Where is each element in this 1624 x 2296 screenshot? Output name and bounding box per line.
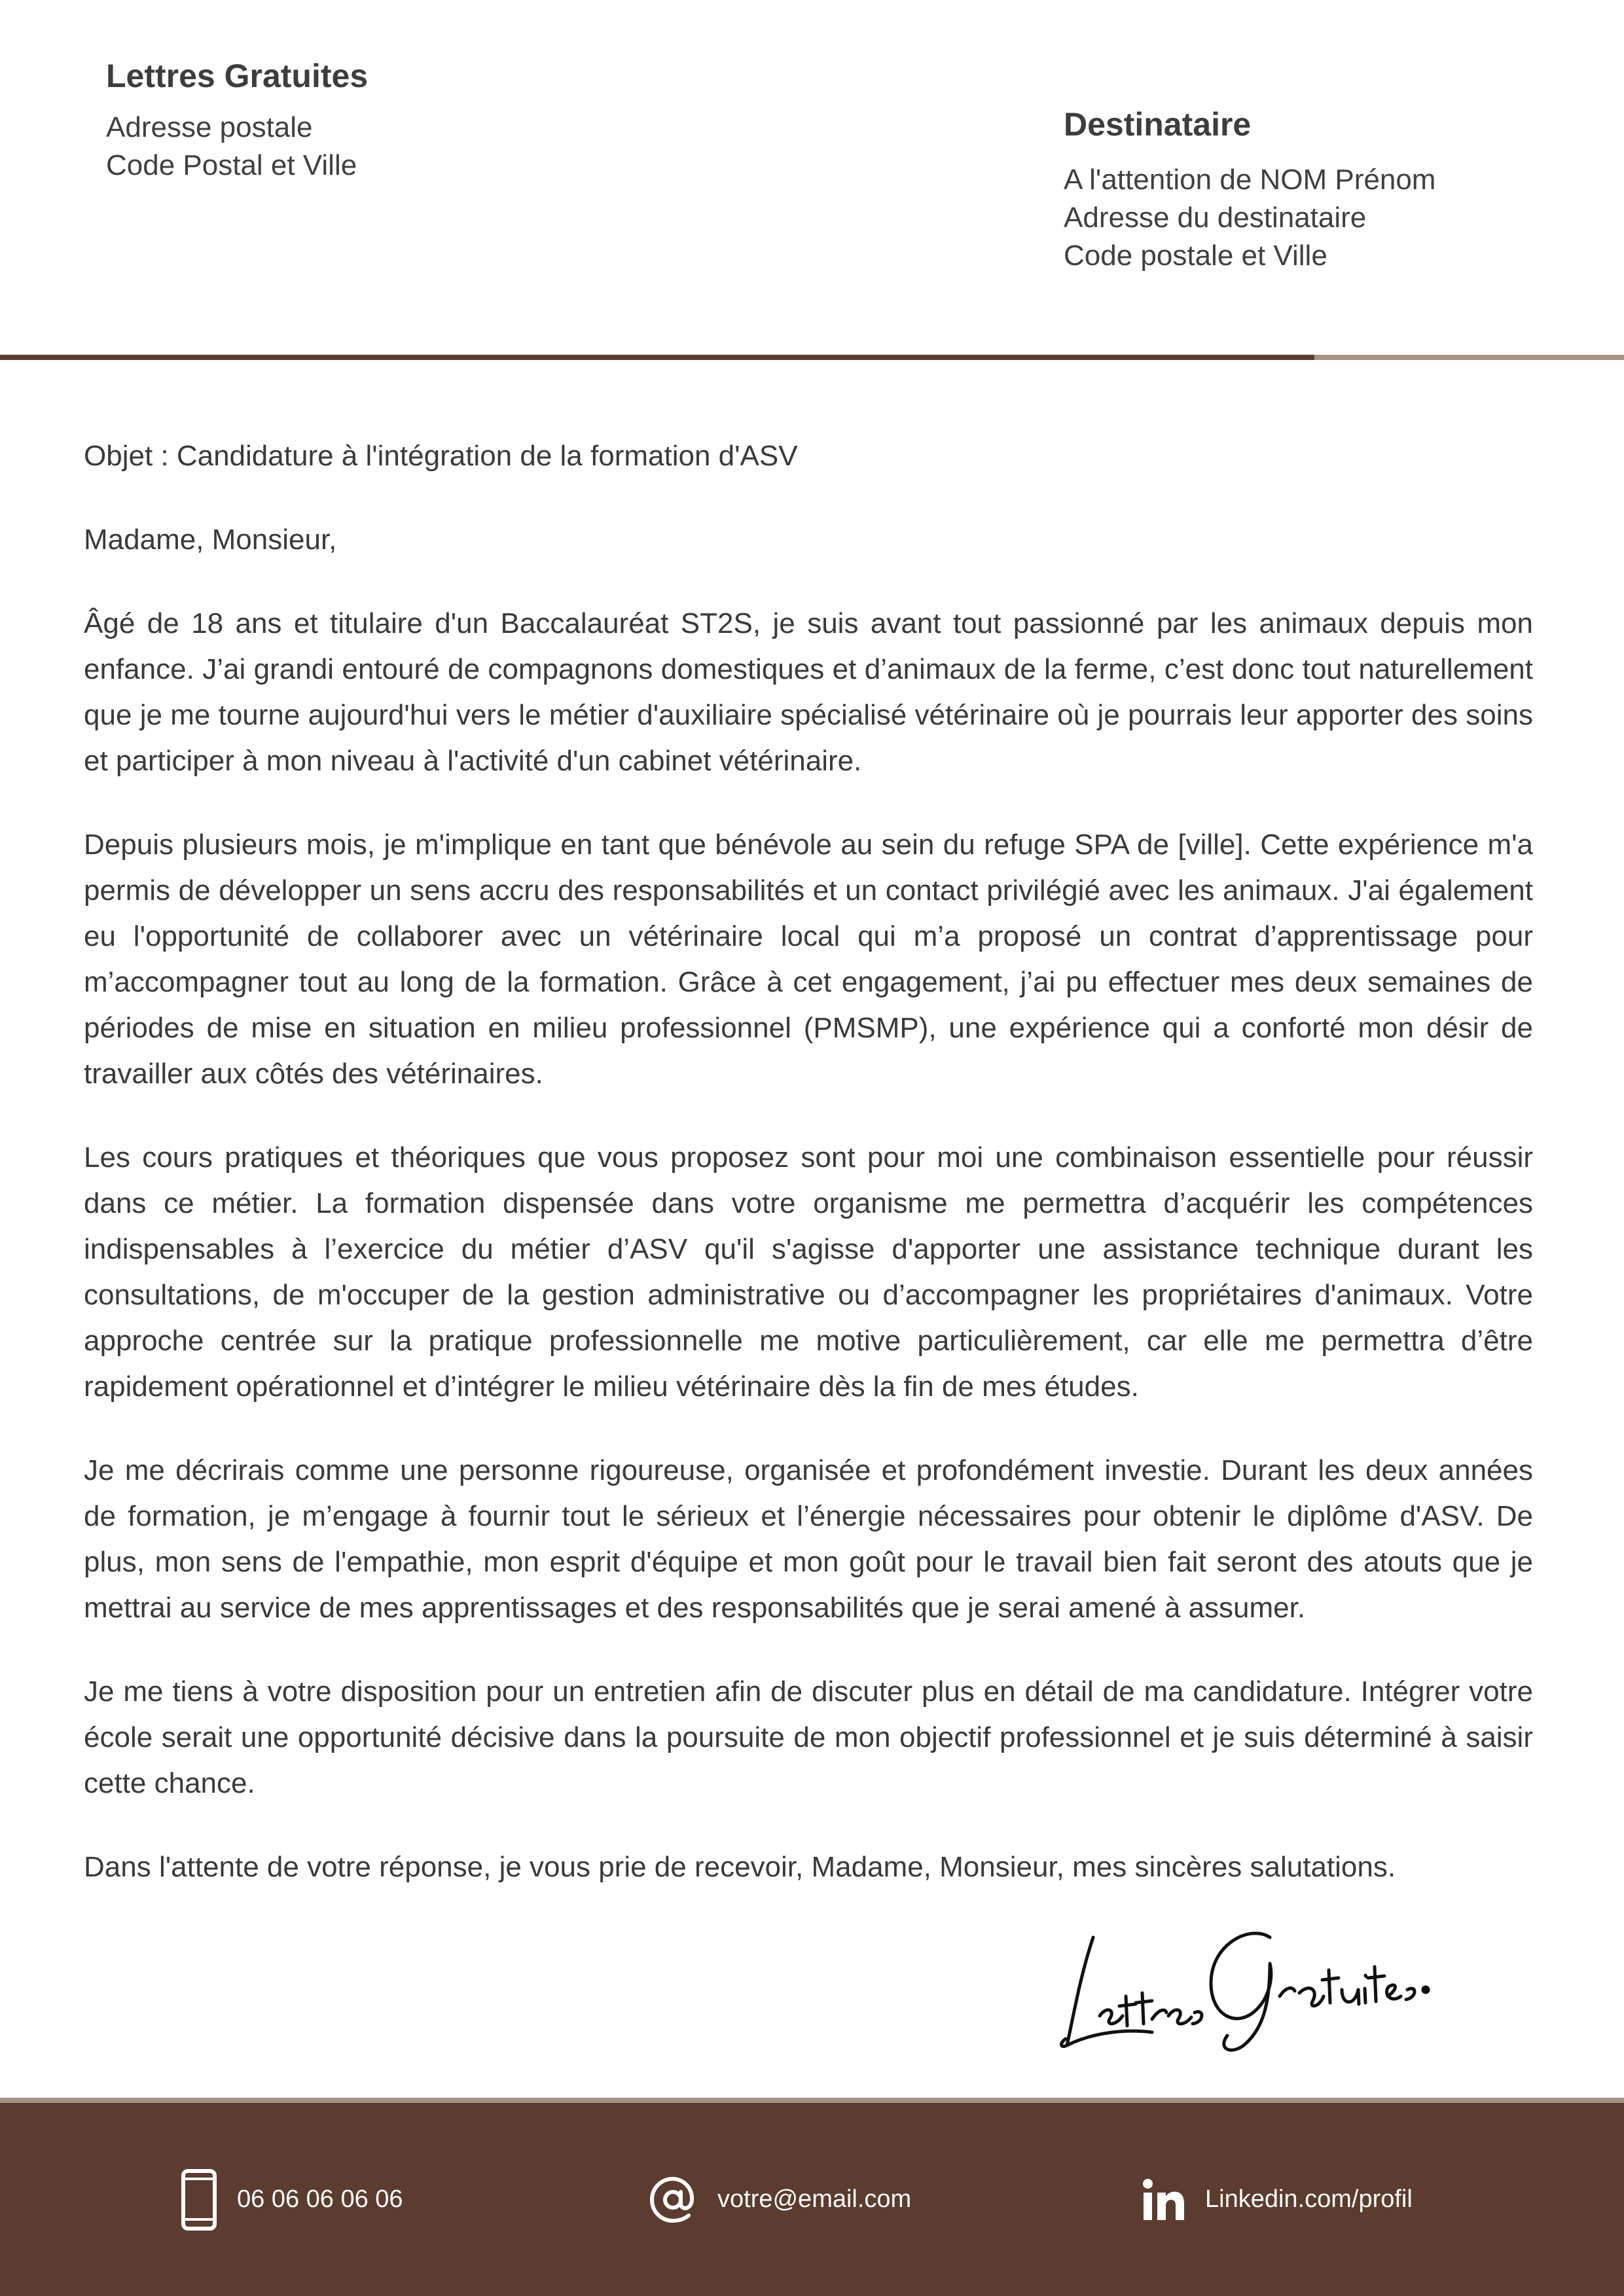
contact-email xyxy=(648,2103,911,2296)
recipient-address: Adresse du destinataire xyxy=(1064,202,1367,234)
sender-name: Lettres Gratuites xyxy=(106,58,369,94)
footer-contact-bar xyxy=(0,2103,1624,2296)
letter-paragraph: Je me tiens à votre disposition pour un entretien afin de discuter plus en détail de ma candidature. Intégrer votre école serait une opportunité décisive dans la poursuite de mon objectif professionnel et je suis déterminé à saisir cette chance. xyxy=(84,1676,1533,1799)
phone-icon xyxy=(181,2168,217,2231)
linkedin-url: Linkedin.com/profil xyxy=(1205,2185,1413,2213)
letter-paragraph: Depuis plusieurs mois, je m'implique en tant que bénévole au sein du refuge SPA de [ville]. Cette expérience m'a permis de développer un sens accru des responsabilités et un contact privilégié avec les animaux. J'ai également eu l'opportunité de collaborer avec un vétérinaire local qui m’a proposé un contrat d’apprentissage pour m’accompagner tout au long de la formation. Grâce à cet engagement, j’ai pu effectuer mes deux semaines de périodes de mise en situation en milieu professionnel (PMSMP), une expérience qui a conforté mon désir de travailler aux côtés des vétérinaires. xyxy=(84,829,1533,1090)
sender-address: Adresse postale xyxy=(106,111,313,143)
linkedin-icon xyxy=(1142,2178,1185,2221)
letter-greeting: Madame, Monsieur, xyxy=(84,524,337,556)
recipient-attention: A l'attention de NOM Prénom xyxy=(1064,164,1436,196)
footer-divider xyxy=(0,2098,1624,2103)
phone-number: 06 06 06 06 06 xyxy=(237,2185,403,2213)
letter-paragraph: Je me décrirais comme une personne rigoureuse, organisée et profondément investie. Durant les deux années de formation, je m’engage à fournir tout le sérieux et l’énergie nécessaires pour obtenir le diplôme d'ASV. De plus, mon sens de l'empathie, mon esprit d'équipe et mon goût pour le travail bien fait seront des atouts que je mettrai au service de mes apprentissages et des responsabilités que je serai amené à assumer. xyxy=(84,1454,1533,1624)
letter-closing: Dans l'attente de votre réponse, je vous prie de recevoir, Madame, Monsieur, mes sincères salutations. xyxy=(84,1851,1396,1883)
letter-subject: Objet : Candidature à l'intégration de la formation d'ASV xyxy=(84,440,798,472)
recipient-block xyxy=(1064,103,1600,275)
handwritten-signature xyxy=(1054,1898,1460,2068)
recipient-title: Destinataire xyxy=(1064,106,1252,143)
email-address: votre@email.com xyxy=(717,2185,912,2213)
letter-paragraph: Les cours pratiques et théoriques que vous proposez sont pour moi une combinaison essentielle pour réussir dans ce métier. La formation dispensée dans votre organisme me permettra d’acquérir les compétences indispensables à l’exercice du métier d’ASV qu'il s'agisse d'apporter une assistance technique durant les consultations, de m'occuper de la gestion administrative ou d’accompagner les propriétaires d'animaux. Votre approche centrée sur la pratique professionnelle me motive particulièrement, car elle me permettra d’être rapidement opérationnel et d’intégrer le milieu vétérinaire dès la fin de mes études. xyxy=(84,1141,1533,1403)
recipient-city: Code postale et Ville xyxy=(1064,240,1327,272)
sender-block xyxy=(106,55,695,185)
letter-body xyxy=(84,433,1533,1890)
at-icon xyxy=(648,2175,698,2225)
letter-paragraph: Âgé de 18 ans et titulaire d'un Baccalauréat ST2S, je suis avant tout passionné par les animaux depuis mon enfance. J’ai grandi entouré de compagnons domestiques et d’animaux de la ferme, c’est donc tout naturellement que je me tourne aujourd'hui vers le métier d'auxiliaire spécialisé vétérinaire où je pourrais leur apporter des soins et participer à mon niveau à l'activité d'un cabinet vétérinaire. xyxy=(84,607,1533,777)
header-divider-dark xyxy=(0,355,1314,360)
sender-city: Code Postal et Ville xyxy=(106,149,357,181)
contact-linkedin xyxy=(1142,2103,1413,2296)
header-divider-light xyxy=(1314,355,1624,360)
contact-phone xyxy=(181,2103,403,2296)
